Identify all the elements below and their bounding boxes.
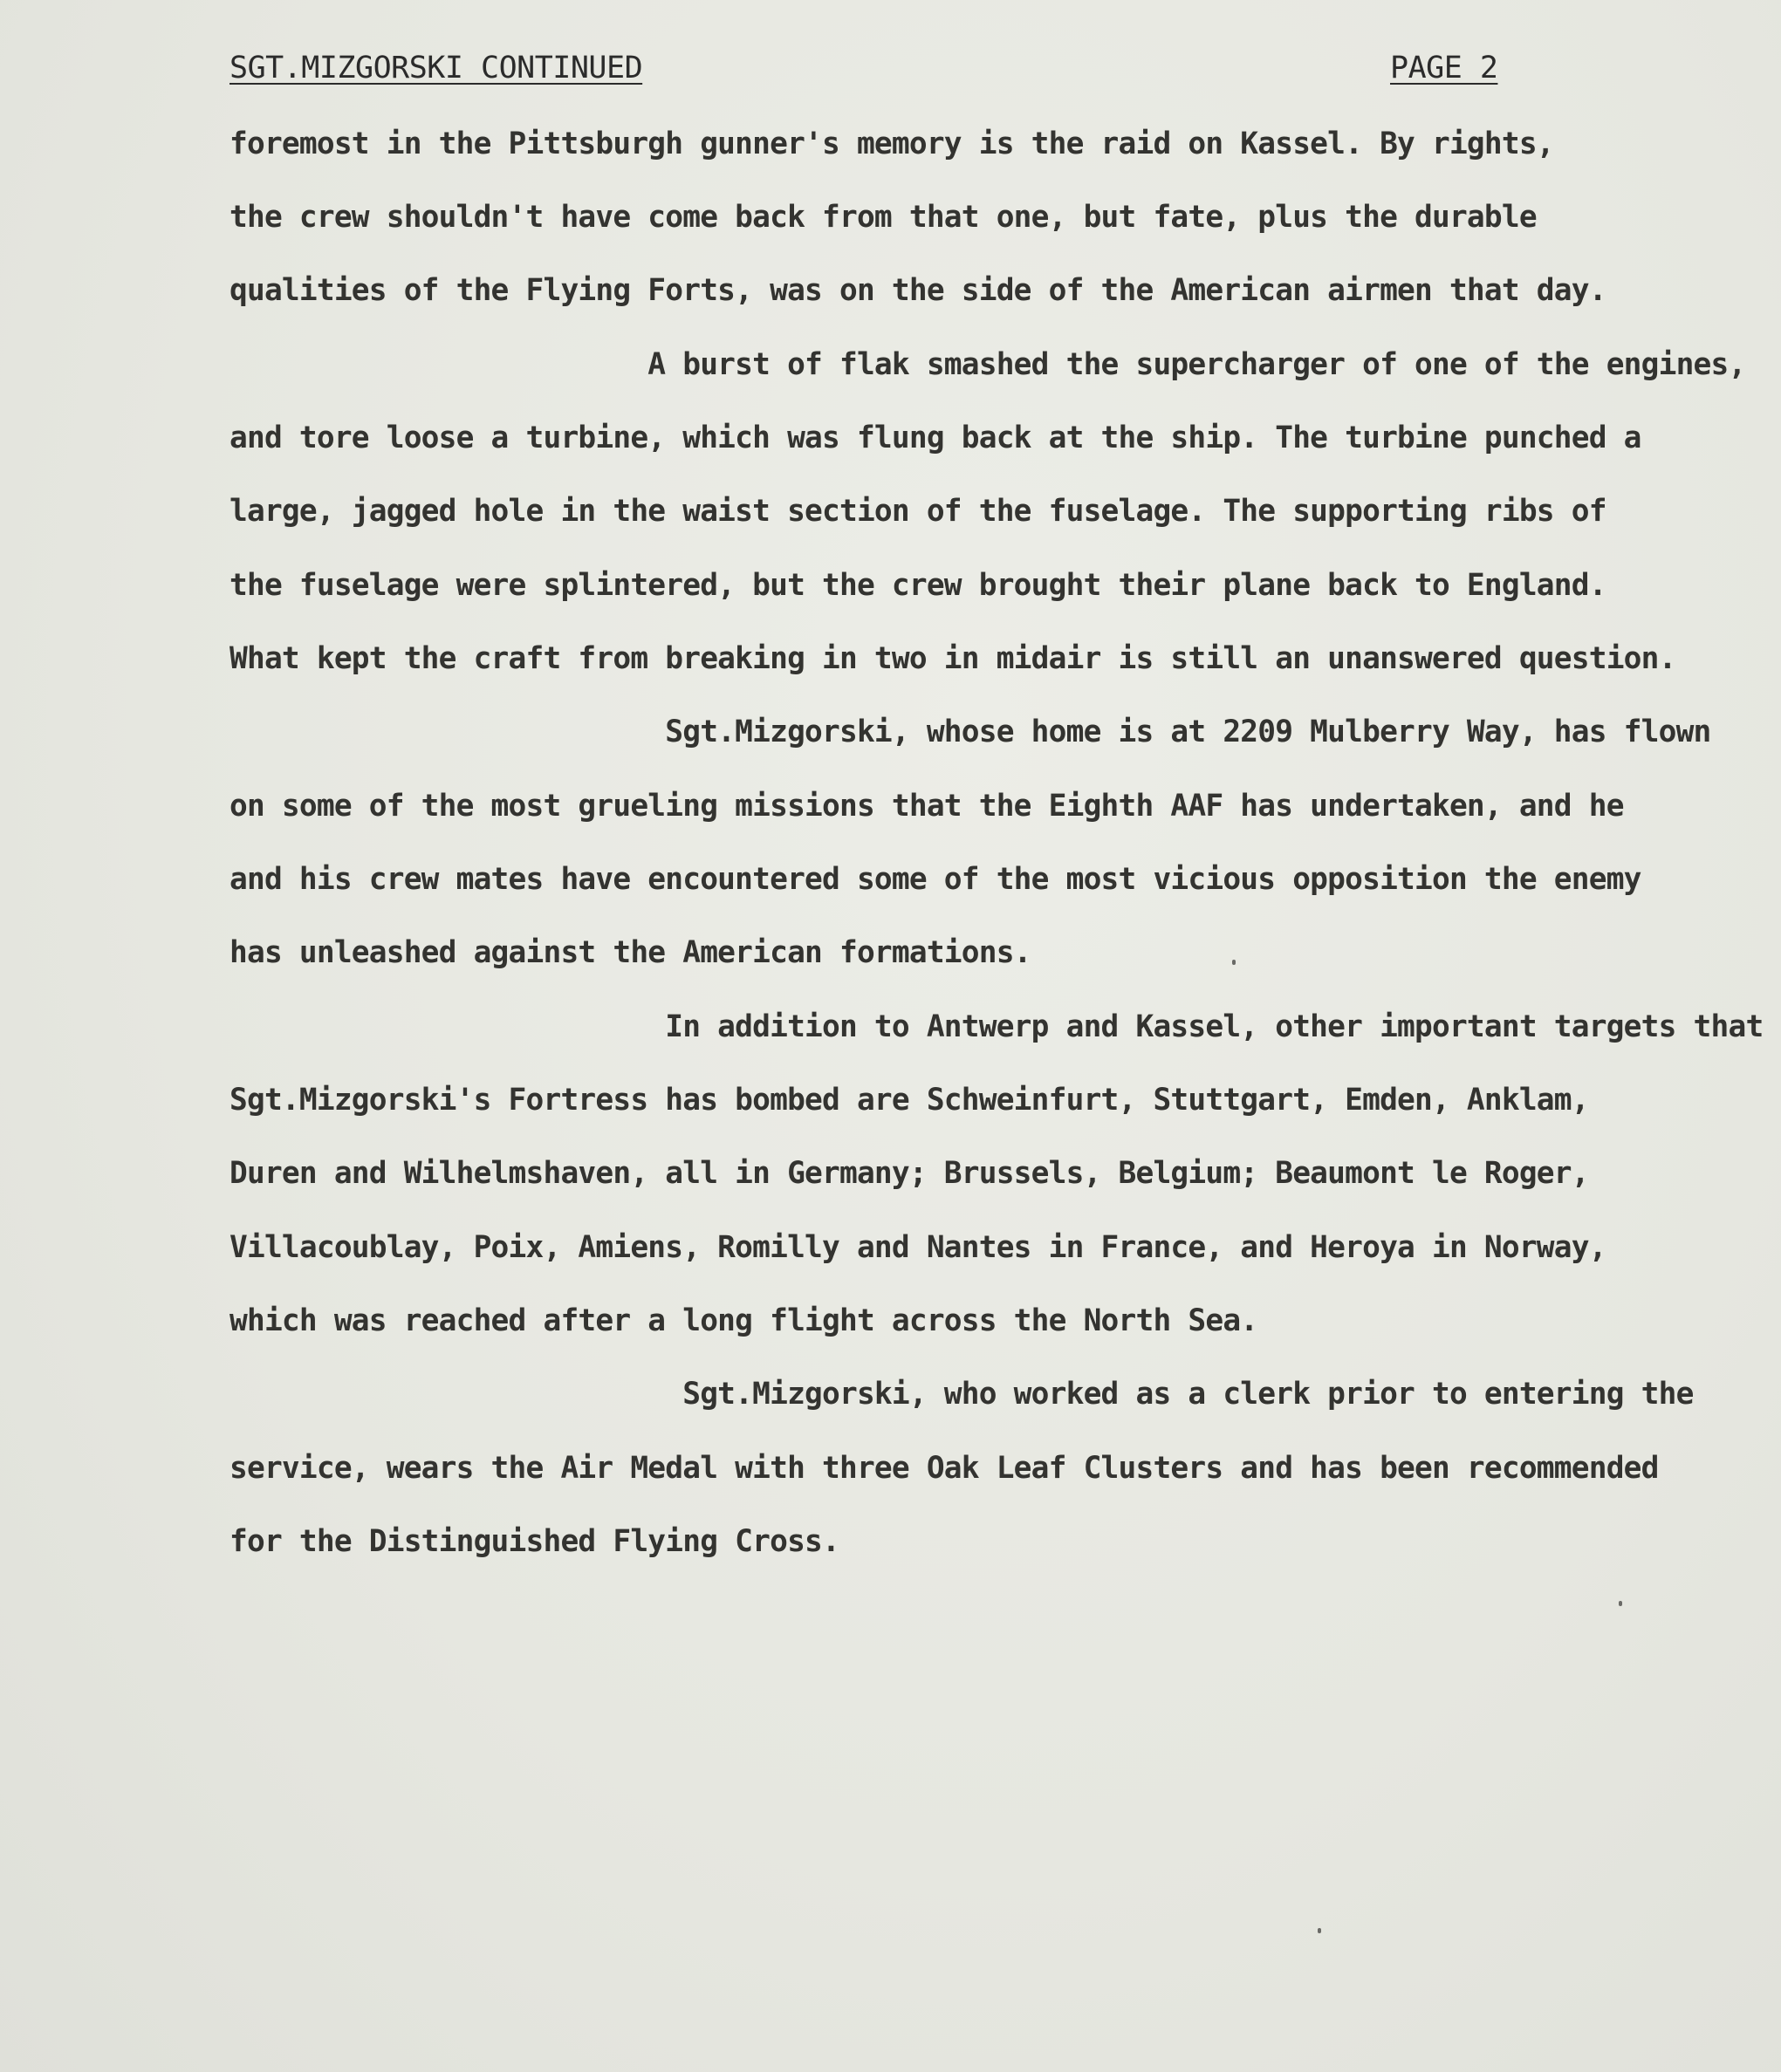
text-line: A burst of flak smashed the supercharger of one of the engines, [229, 347, 1746, 382]
text-line: Villacoublay, Poix, Amiens, Romilly and Nantes in France, and Heroya in Norway, [229, 1230, 1606, 1265]
text-line: What kept the craft from breaking in two in midair is still an unanswered question. [229, 641, 1676, 676]
paper-speck [1619, 1601, 1622, 1606]
paper-speck [1318, 1928, 1321, 1933]
page-number: PAGE 2 [1390, 51, 1498, 85]
text-line: qualities of the Flying Forts, was on the side of the American airmen that day. [229, 273, 1606, 308]
text-line: and tore loose a turbine, which was flung back at the ship. The turbine punched a [229, 421, 1641, 455]
text-line: Sgt.Mizgorski's Fortress has bombed are Schweinfurt, Stuttgart, Emden, Anklam, [229, 1083, 1589, 1118]
paper-speck [1232, 960, 1236, 965]
text-line: Sgt.Mizgorski, whose home is at 2209 Mulberry Way, has flown [229, 715, 1711, 749]
text-line: large, jagged hole in the waist section of the fuselage. The supporting ribs of [229, 494, 1606, 529]
text-line: service, wears the Air Medal with three Oak Leaf Clusters and has been recommended [229, 1451, 1659, 1486]
text-line: Sgt.Mizgorski, who worked as a clerk prior to entering the [229, 1377, 1694, 1412]
text-line: the fuselage were splintered, but the crew brought their plane back to England. [229, 568, 1606, 603]
header-title: SGT.MIZGORSKI CONTINUED [229, 51, 643, 85]
text-line: has unleashed against the American formations. [229, 935, 1031, 970]
text-line: In addition to Antwerp and Kassel, other important targets that [229, 1009, 1764, 1044]
text-line: which was reached after a long flight across the North Sea. [229, 1303, 1258, 1338]
page-header [229, 51, 1521, 94]
text-line: and his crew mates have encountered some of the most vicious opposition the enemy [229, 862, 1641, 897]
text-line: the crew shouldn't have come back from that one, but fate, plus the durable [229, 200, 1537, 235]
text-line: for the Distinguished Flying Cross. [229, 1524, 839, 1559]
text-line: on some of the most grueling missions that the Eighth AAF has undertaken, and he [229, 789, 1624, 824]
text-line: foremost in the Pittsburgh gunner's memory is the raid on Kassel. By rights, [229, 127, 1554, 161]
text-line: Duren and Wilhelmshaven, all in Germany; Brussels, Belgium; Beaumont le Roger, [229, 1156, 1589, 1191]
